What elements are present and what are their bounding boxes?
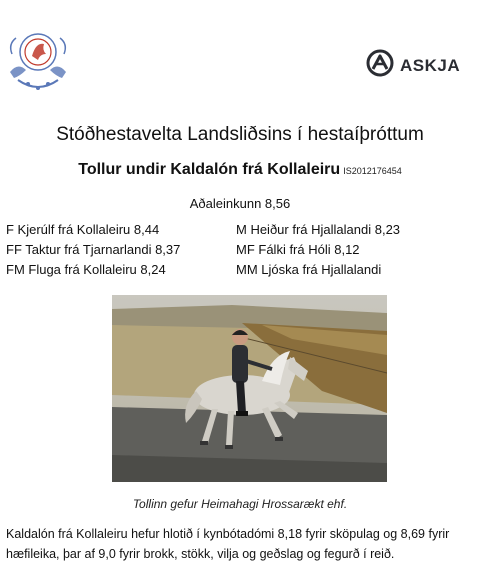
horse-heading [0, 161, 480, 179]
horse-description: Kaldalón frá Kollaleiru hefur hlotið í kynbótadómi 8,18 fyrir sköpulag og 8,69 fyrir hæfileika, þar af 9,0 fyrir brokk, stökk, vilja og geðslag og fegurð í reið. [6, 527, 450, 561]
askja-logo [366, 49, 460, 82]
pedigree-line: MF Fálki frá Hóli 8,12 [236, 242, 360, 257]
page-title: Stóðhestavelta Landsliðsins í hestaíþróttum [56, 124, 424, 145]
horse-photo [112, 295, 387, 482]
pedigree-line: FF Taktur frá Tjarnarlandi 8,37 [6, 242, 181, 257]
horse-registration: IS2012176454 [343, 166, 402, 176]
askja-logo-text: ASKJA [400, 55, 461, 75]
pedigree-line: FM Fluga frá Kollaleiru 8,24 [6, 262, 166, 277]
askja-logo-icon [366, 49, 394, 82]
main-score: Aðaleinkunn 8,56 [189, 196, 291, 211]
horse-name: Tollur undir Kaldalón frá Kollaleiru [78, 161, 341, 178]
pedigree-line: F Kjerúlf frá Kollaleiru 8,44 [6, 222, 160, 237]
photo-caption: Tollinn gefur Heimahagi Hrossarækt ehf. [132, 497, 348, 511]
pedigree-line: MM Ljóska frá Hjallalandi [236, 262, 382, 277]
landslid-crest-icon [6, 24, 70, 96]
pedigree-line: M Heiður frá Hjallalandi 8,23 [236, 222, 401, 237]
pedigree-dam-side [236, 220, 400, 280]
pedigree-sire-side [6, 220, 180, 280]
